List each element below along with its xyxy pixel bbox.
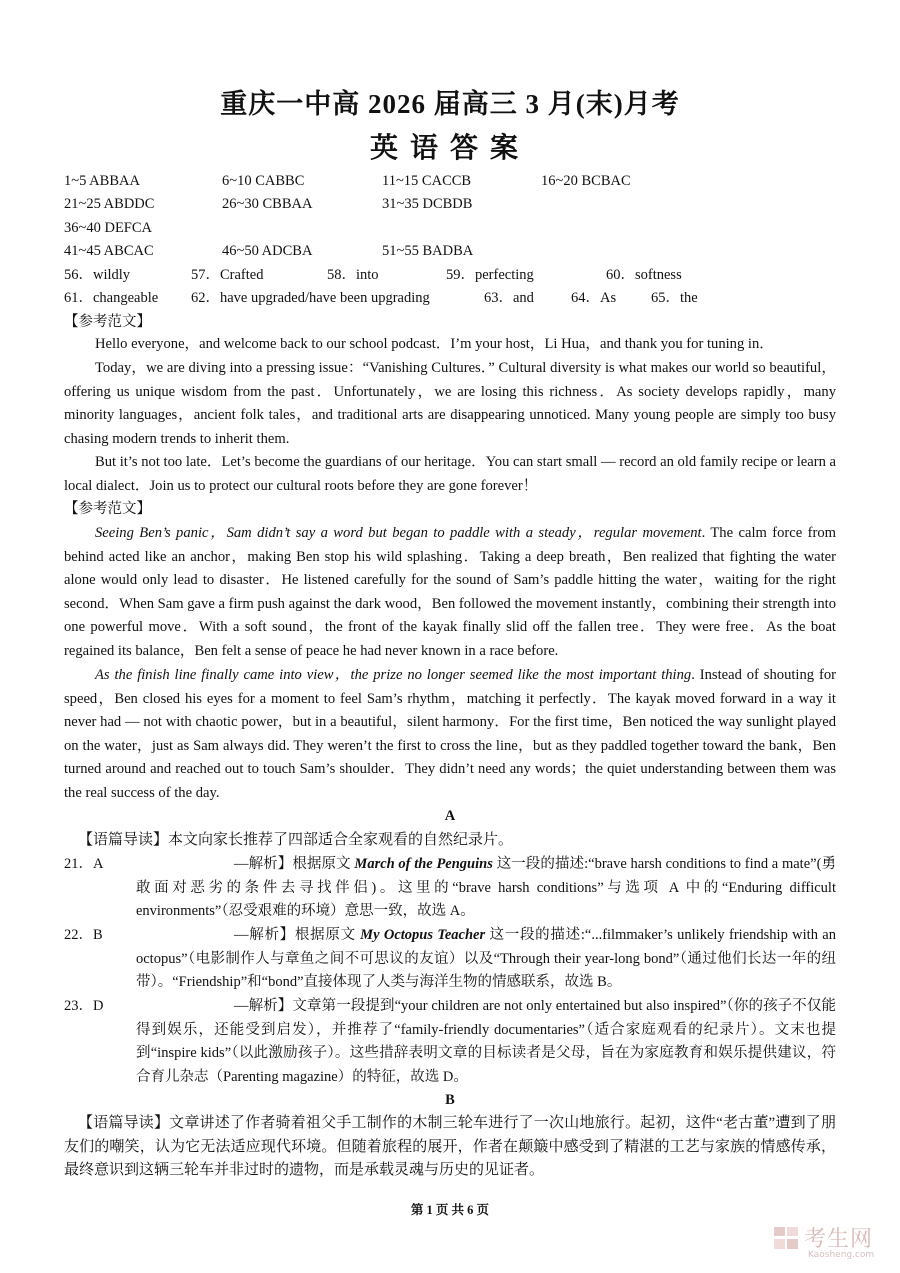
answer-group: 41~45 ABCAC — [64, 243, 154, 259]
answer-item: 65．the — [651, 290, 698, 306]
page-title: 重庆一中高 2026 届高三 3 月(末)月考 — [220, 89, 680, 119]
answer-item: 56．wildly — [64, 267, 131, 283]
answer-item: 64．As — [571, 290, 617, 306]
question-number: 21．A — [64, 856, 104, 872]
answer-item: 60．softness — [606, 267, 682, 283]
essay-paragraph — [64, 522, 836, 664]
watermark-subtext: Kaosheng.com — [808, 1250, 875, 1260]
question-number: 22．B — [64, 927, 103, 943]
question-explanation — [136, 924, 836, 995]
given-sentence: Seeing Ben’s panic，Sam didn’t say a word but began to paddle with a steady，regular movement — [95, 525, 702, 541]
explanation-text: 这一段的描述:“...filmmaker’s unlikely friendship with an octopus”（电影制作人与章鱼之间不可思议的友谊）以及“Through their year-long bond”（通过他们长达一年的纽带）。“Friendship”和“bond”直接体现了人类与海洋生物的情感联系，故选 B。 — [136, 927, 836, 991]
explanation-text: 这一段的描述:“brave harsh conditions to find a mate”(勇敢面对恶劣的条件去寻找伴侣)。这里的“brave harsh conditions”与选项 A 中的“Enduring difficult environments”（忍受艰难的环境）意思一致，故选 A。 — [136, 856, 836, 920]
answer-item: 62．have upgraded/have been upgrading — [191, 290, 430, 306]
section-label: B — [445, 1092, 455, 1108]
answer-group: 36~40 DEFCA — [64, 220, 153, 236]
essay-heading: 【参考范文】 — [64, 501, 151, 517]
answer-item: 61．changeable — [64, 290, 159, 306]
page-footer: 第 1 页 共 6 页 — [410, 1203, 490, 1217]
answer-group: 6~10 CABBC — [222, 173, 305, 189]
answer-item: 63．and — [484, 290, 534, 306]
essay-paragraph: But it’s not too late．Let’s become the guardians of our heritage．You can start small — record an old family recipe or learn a local dialect．Join us to protect our cultural roots before they are gone forever！ — [64, 454, 836, 494]
section-intro: 【语篇导读】文章讲述了作者骑着祖父手工制作的木制三轮车进行了一次山地旅行。起初，这件“老古董”遭到了朋友们的嘲笑，认为它无法适应现代环境。但随着旅程的展开，作者在颠簸中感受到了精湛的工艺与家族的情感传承，最终意识到这辆三轮车并非过时的遗物，而是承载灵魂与历史的见证者。 — [64, 1115, 836, 1179]
page-subtitle: 英语答案 — [369, 133, 530, 164]
film-title: My Octopus Teacher — [360, 927, 486, 943]
answer-group: 16~20 BCBAC — [541, 173, 631, 189]
answer-item: 57．Crafted — [191, 267, 264, 283]
answer-group: 21~25 ABDDC — [64, 196, 155, 212]
essay-paragraph: Hello everyone，and welcome back to our school podcast．I’m your host，Li Hua，and thank you for tuning in． — [95, 336, 774, 352]
answer-group: 51~55 BADBA — [382, 243, 474, 259]
question-explanation — [136, 995, 836, 1089]
film-title: March of the Penguins — [354, 856, 493, 872]
given-sentence: As the finish line finally came into view，the prize no longer seemed like the most important thing — [95, 667, 692, 683]
explanation-prefix: —解析】根据原文 — [234, 856, 355, 872]
explanation-prefix: —解析】根据原文 — [234, 927, 361, 943]
question-explanation — [136, 853, 836, 924]
section-label: A — [444, 808, 456, 824]
watermark — [772, 1222, 873, 1253]
question-number: 23．D — [64, 998, 104, 1014]
essay-paragraph — [64, 664, 836, 806]
paragraph-text: . The calm force from behind acted like an anchor，making Ben stop his wild splashing．Taking a deep breath，Ben realized that fighting the water alone would only lead to disaster．He listened carefully for the sound of Sam’s paddle hitting the water，waiting for the right second．When Sam gave a firm push against the dark wood，Ben followed the movement instantly，combining their strength into one powerful move．With a soft sound，the front of the kayak finally slid off the fallen tree．They were free．As the boat regained its balance，Ben felt a sense of peace he had never known in a race before. — [64, 525, 836, 659]
answer-group: 31~35 DCBDB — [382, 196, 473, 212]
essay-paragraph: Today，we are diving into a pressing issue：“Vanishing Cultures．” Cultural diversity is what makes our world so beautiful，offering us unique wisdom from the past．Unfortunately，we are losing this richness．As society develops rapidly，many minority languages，ancient folk tales，and traditional arts are disappearing unnoticed. Many young people are simply too busy chasing modern trends to inherit them. — [64, 360, 836, 447]
essay-heading: 【参考范文】 — [64, 314, 151, 330]
answer-group: 11~15 CACCB — [382, 173, 472, 189]
answer-item: 58．into — [327, 267, 379, 283]
answer-group: 26~30 CBBAA — [222, 196, 313, 212]
paragraph-text: . Instead of shouting for speed，Ben closed his eyes for a moment to feel Sam’s rhythm，matching it perfectly．The kayak moved forward in a way it never had — not with chaotic power，but in a beautiful，silent harmony．For the first time，Ben noticed the way sunlight played on the water，just as Sam always did. They weren’t the first to cross the line，but as they paddled together toward the bank，Ben turned around and reached out to touch Sam’s shoulder．They didn’t need any words；the quiet understanding between them was the real success of the day. — [64, 667, 836, 801]
answer-group: 1~5 ABBAA — [64, 173, 140, 189]
watermark-text: 考生网 — [804, 1227, 874, 1252]
explanation-text: —解析】文章第一段提到“your children are not only entertained but also inspired”（你的孩子不仅能得到娱乐，还能受到启发），并推荐了“family-friendly documentaries”（适合家庭观看的纪录片）。文末也提到“inspire kids”（以此激励孩子）。这些措辞表明文章的目标读者是父母，旨在为家庭教育和娱乐提供建议，符合育儿杂志（Parenting magazine）的特征，故选 D。 — [136, 998, 836, 1085]
section-intro: 【语篇导读】本文向家长推荐了四部适合全家观看的自然纪录片。 — [78, 832, 514, 848]
answer-group: 46~50 ADCBA — [222, 243, 313, 259]
answer-item: 59．perfecting — [446, 267, 534, 283]
kaosheng-logo-icon — [772, 1224, 800, 1252]
